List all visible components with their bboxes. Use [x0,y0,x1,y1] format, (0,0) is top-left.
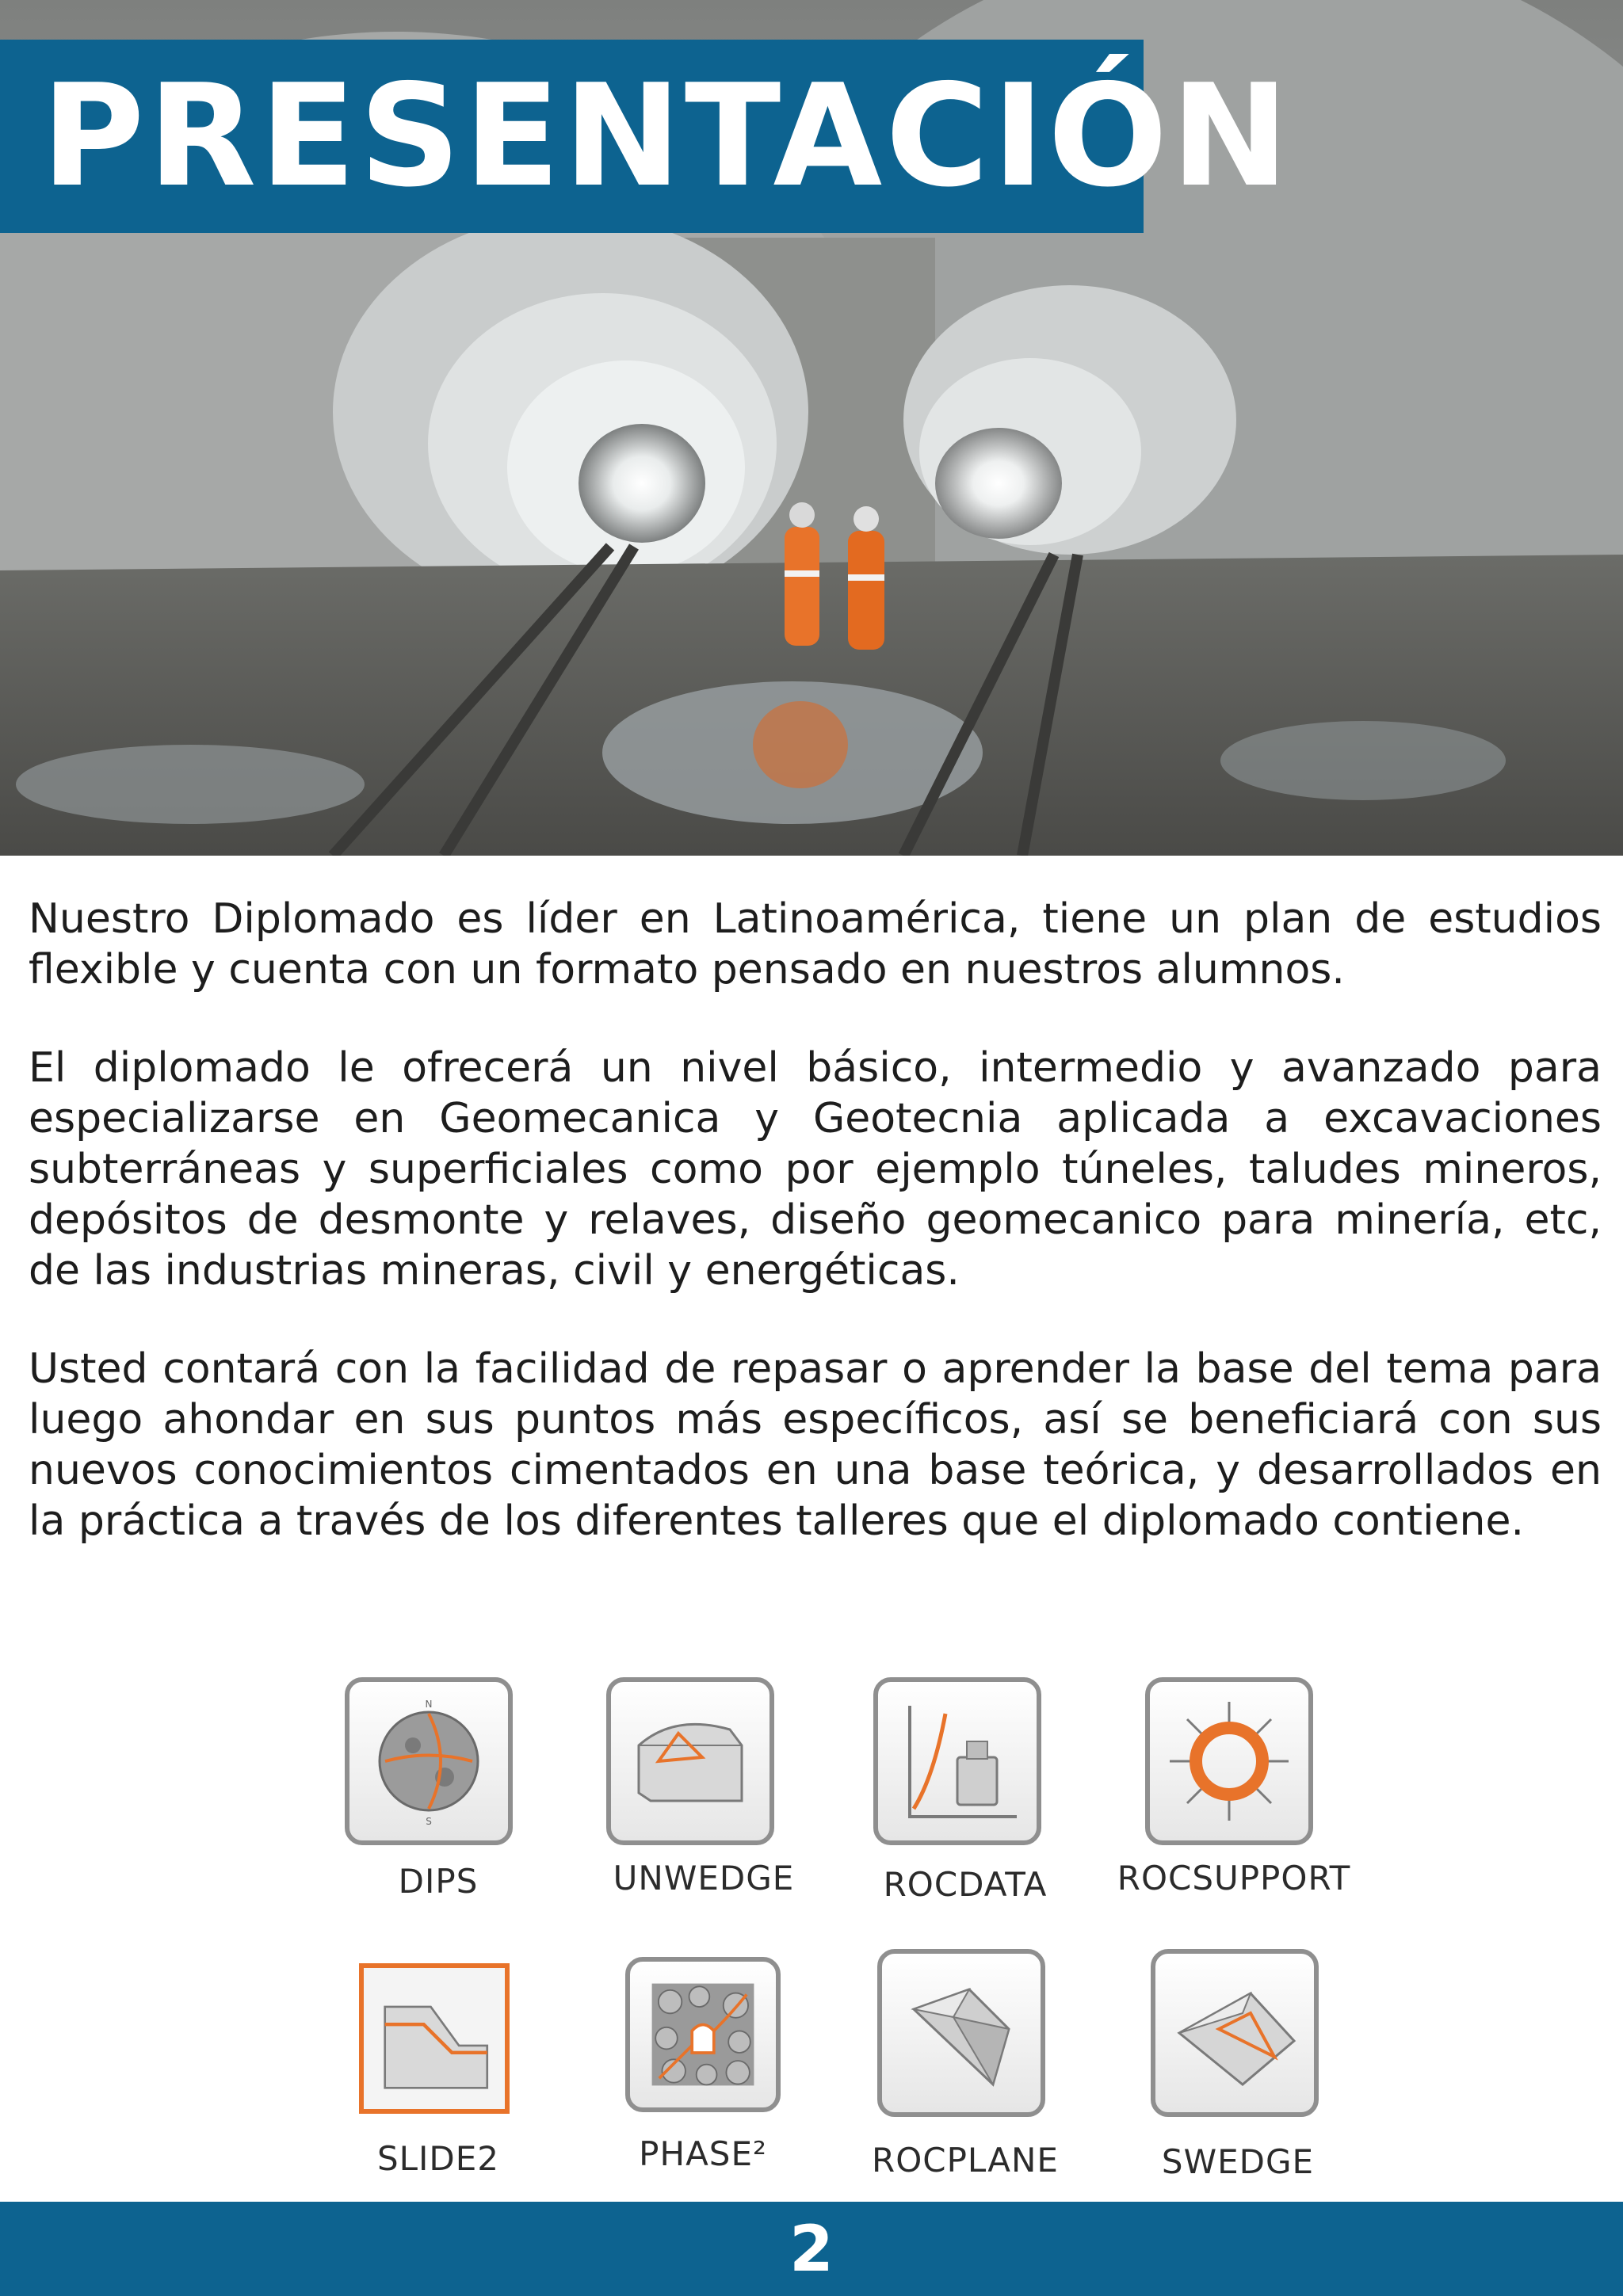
hero-tunnel-image [0,0,1623,856]
paragraph: Nuestro Diplomado es líder en Latinoamérica, tiene un plan de estudios flexible y cuenta con un formato pensado en nuestros alumnos. [29,895,1602,994]
svg-text:S: S [426,1816,432,1827]
software-label-rocsupport: ROCSUPPORT [1117,1859,1351,1897]
svg-text:N: N [425,1699,433,1710]
page-number: 2 [789,2212,834,2286]
software-label-unwedge: UNWEDGE [613,1859,795,1897]
rocplane-icon [877,1949,1045,2117]
unwedge-icon [606,1677,774,1845]
software-label-rocdata: ROCDATA [883,1865,1048,1904]
software-label-slide2: SLIDE2 [376,2139,500,2178]
software-label-phase2: PHASE² [639,2134,767,2173]
rocdata-icon [873,1677,1041,1845]
slide2-icon [359,1963,510,2114]
swedge-icon [1151,1949,1319,2117]
paragraph: El diplomado le ofrecerá un nivel básico, intermedio y avanzado para especializarse en Geomecanica y Geotecnia aplicada a excavaciones subterráneas y superficiales como por ejemplo túneles, taludes mineros, depósitos de desmonte y relaves, diseño geomecanico para minería, etc, de las industrias mineras, civil y energéticas. [29,1044,1602,1295]
dips-icon [345,1677,513,1845]
footer-bar [0,2202,1623,2296]
phase2-icon [625,1957,781,2112]
software-label-rocplane: ROCPLANE [872,2141,1059,2180]
rocsupport-icon [1145,1677,1313,1845]
presentation-text [29,894,1602,1594]
software-label-dips: DIPS [398,1862,479,1901]
paragraph: Usted contará con la facilidad de repasar o aprender la base del tema para luego ahondar en sus puntos más específicos, así se beneficiará con sus nuevos conocimientos cimentados en una base teórica, y desarrollados en la práctica a través de los diferentes talleres que el diplomado contiene. [29,1345,1602,1545]
page-title: PRESENTACIÓN [41,54,1293,218]
software-label-swedge: SWEDGE [1161,2142,1315,2181]
title-banner [0,40,1293,233]
